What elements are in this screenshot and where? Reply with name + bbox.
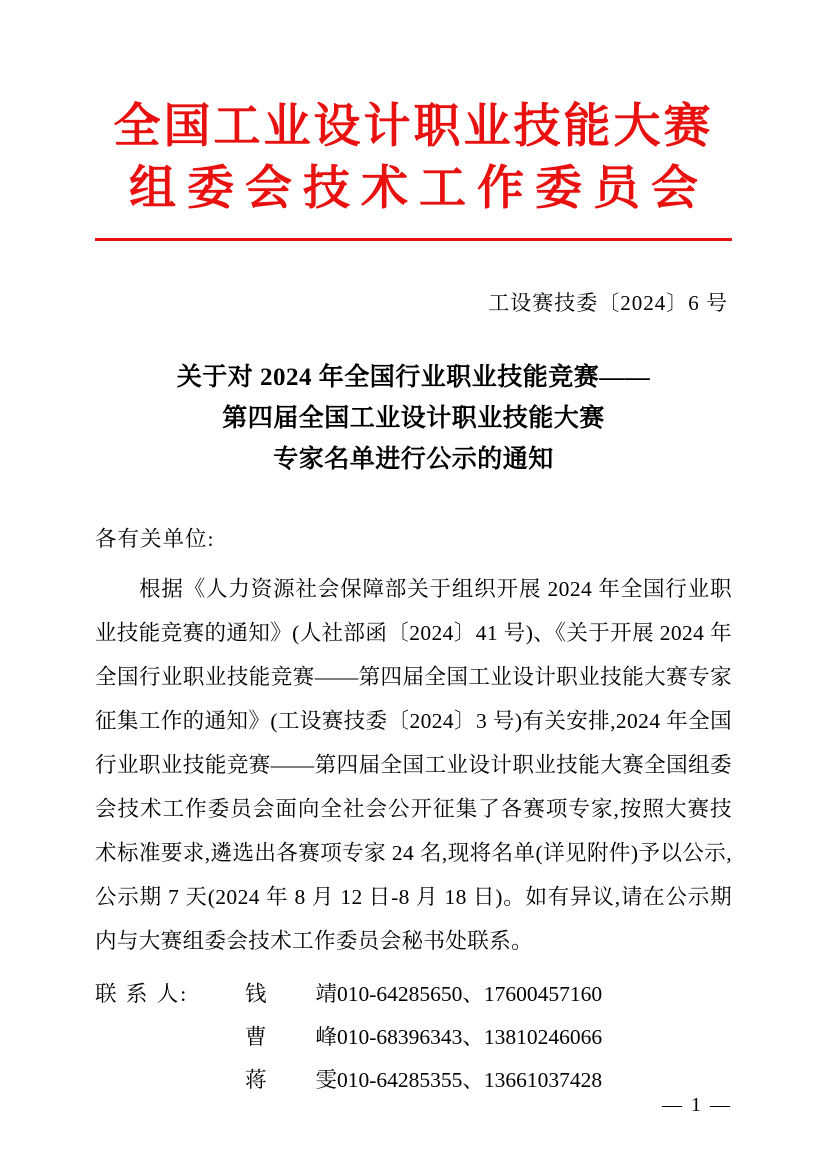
contact-given-name: 雯 bbox=[315, 1068, 337, 1092]
contact-name bbox=[245, 1059, 337, 1102]
contact-phones: 010-68396343、13810246066 bbox=[337, 1025, 603, 1049]
letterhead-line-2: 组委会技术工作委员会 bbox=[129, 163, 709, 215]
contact-surname: 钱 bbox=[245, 982, 267, 1006]
page-number: — 1 — bbox=[662, 1094, 732, 1116]
contact-list bbox=[95, 973, 732, 1102]
salutation: 各有关单位: bbox=[95, 527, 215, 551]
contact-surname: 曹 bbox=[245, 1025, 267, 1049]
body-text bbox=[95, 567, 732, 963]
contact-name bbox=[245, 1016, 337, 1059]
contact-given-name: 靖 bbox=[315, 982, 337, 1006]
contact-row bbox=[95, 1059, 732, 1102]
letterhead-divider bbox=[95, 238, 732, 241]
body-paragraph-1: 根据《人力资源社会保障部关于组织开展 2024 年全国行业职业技能竞赛的通知》(人社部函〔2024〕41 号)、《关于开展 2024 年全国行业职业技能竞赛——第四届全国工业设计职业技能大赛专家征集工作的通知》(工设赛技委〔2024〕3 号)有关安排,2024 年全国行业职业技能竞赛——第四届全国工业设计职业技能大赛全国组委会技术工作委员会面向全社会公开征集了各赛项专家,按照大赛技术标准要求,遴选出各赛项专家 24 名,现将名单(详见附件)予以公示,公示期 7 天(2024 年 8 月 12 日-8 月 18 日)。如有异议,请在公示期内与大赛组委会技术工作委员会秘书处联系。 bbox=[95, 577, 732, 953]
contact-given-name: 峰 bbox=[315, 1025, 337, 1049]
page-title-line-2: 第四届全国工业设计职业技能大赛 bbox=[222, 405, 605, 432]
page-title-line-1: 关于对 2024 年全国行业职业技能竞赛—— bbox=[176, 364, 651, 391]
contact-name bbox=[245, 973, 337, 1016]
contact-surname: 蒋 bbox=[245, 1068, 267, 1092]
contact-phones: 010-64285355、13661037428 bbox=[337, 1068, 603, 1092]
contact-label: 联 系 人: bbox=[95, 982, 189, 1006]
contact-phones: 010-64285650、17600457160 bbox=[337, 982, 603, 1006]
contact-row bbox=[95, 1016, 732, 1059]
letterhead bbox=[95, 0, 732, 241]
contact-row bbox=[95, 973, 732, 1016]
letterhead-line-1: 全国工业设计职业技能大赛 bbox=[113, 101, 714, 153]
page-title bbox=[95, 357, 732, 480]
page-title-line-3: 专家名单进行公示的通知 bbox=[273, 446, 554, 473]
document-number: 工设赛技委〔2024〕6 号 bbox=[488, 291, 728, 315]
